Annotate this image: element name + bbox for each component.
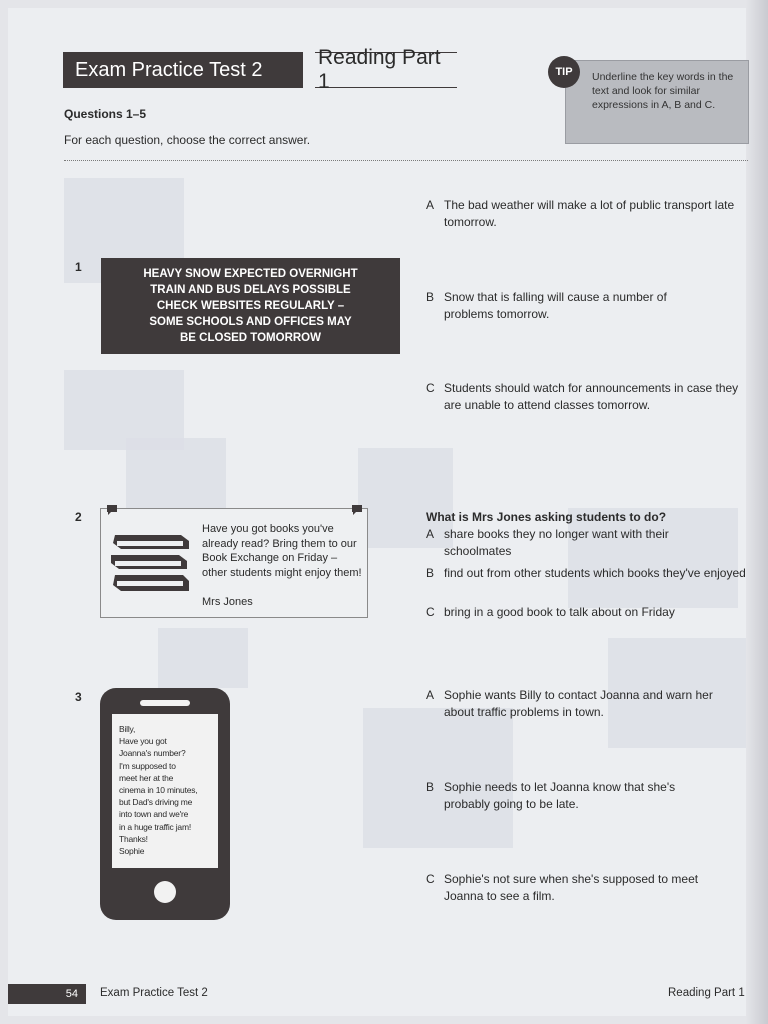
pin-icon bbox=[106, 504, 118, 516]
question-prompt: What is Mrs Jones asking students to do? bbox=[426, 510, 667, 524]
notice-line: TRAIN AND BUS DELAYS POSSIBLE bbox=[150, 284, 351, 296]
option-letter: B bbox=[426, 780, 435, 794]
option-letter: C bbox=[426, 381, 435, 395]
test-title: Exam Practice Test 2 bbox=[63, 52, 303, 88]
option-text: Sophie's not sure when she's supposed to meet Joanna to see a film. bbox=[444, 872, 699, 903]
book-exchange-note bbox=[100, 508, 368, 618]
option-letter: C bbox=[426, 605, 435, 619]
page-edge-shadow bbox=[746, 0, 768, 1024]
option-letter: C bbox=[426, 872, 435, 886]
weather-notice bbox=[101, 258, 400, 354]
instruction-text: For each question, choose the correct answer. bbox=[64, 133, 311, 147]
message-line: in a huge traffic jam! bbox=[119, 821, 191, 832]
tip-badge: TIP bbox=[548, 56, 580, 88]
answer-option-2a[interactable] bbox=[426, 526, 746, 560]
message-line: Thanks! bbox=[119, 833, 148, 844]
phone-icon bbox=[100, 688, 230, 920]
answer-option-3a[interactable] bbox=[426, 687, 746, 721]
answer-option-3c[interactable] bbox=[426, 871, 746, 905]
message-line: cinema in 10 minutes, bbox=[119, 785, 198, 796]
message-line: Joanna's number? bbox=[119, 748, 186, 759]
option-letter: A bbox=[426, 688, 435, 702]
note-text: Have you got books you've already read? Bring them to our Book Exchange on Friday – other students might enjoy them! bbox=[202, 523, 362, 579]
message-line: but Dad's driving me bbox=[119, 797, 193, 808]
answer-option-2c[interactable] bbox=[426, 604, 746, 621]
message-line: into town and we're bbox=[119, 809, 189, 820]
option-text: Sophie needs to let Joanna know that she's probably going to be late. bbox=[444, 780, 676, 811]
notice-line: HEAVY SNOW EXPECTED OVERNIGHT bbox=[143, 268, 358, 280]
question-number: 2 bbox=[75, 510, 82, 524]
notice-line: BE CLOSED TOMORROW bbox=[180, 332, 321, 344]
page-number: 54 bbox=[8, 984, 86, 1004]
show-through-block bbox=[158, 628, 248, 688]
option-letter: B bbox=[426, 290, 435, 304]
message-line: meet her at the bbox=[119, 772, 174, 783]
question-number: 1 bbox=[75, 260, 82, 274]
answer-option-1b[interactable] bbox=[426, 289, 746, 323]
footer-part-title: Reading Part 1 bbox=[668, 987, 745, 999]
footer-test-title: Exam Practice Test 2 bbox=[100, 987, 208, 999]
tip-text: Underline the key words in the text and look for similar expressions in A, B and C. bbox=[592, 71, 734, 111]
message-line: I'm supposed to bbox=[119, 760, 176, 771]
option-letter: B bbox=[426, 566, 435, 580]
option-text: bring in a good book to talk about on Friday bbox=[444, 605, 675, 619]
option-text: Snow that is falling will cause a number of problems tomorrow. bbox=[444, 290, 667, 321]
answer-option-3b[interactable] bbox=[426, 779, 746, 813]
option-text: The bad weather will make a lot of public transport late tomorrow. bbox=[444, 198, 735, 229]
pin-icon bbox=[351, 504, 363, 516]
notice-line: CHECK WEBSITES REGULARLY – bbox=[156, 300, 345, 312]
phone-speaker bbox=[140, 700, 190, 706]
message-line: Billy, bbox=[119, 724, 136, 734]
message-line: Sophie bbox=[119, 846, 145, 857]
phone-home-button bbox=[154, 881, 176, 903]
phone-screen bbox=[112, 714, 218, 868]
option-letter: A bbox=[426, 527, 435, 541]
question-number: 3 bbox=[75, 690, 82, 704]
notice-line: SOME SCHOOLS AND OFFICES MAY bbox=[149, 316, 352, 328]
note-signature: Mrs Jones bbox=[202, 596, 253, 608]
text-message bbox=[119, 723, 215, 857]
message-line: Have you got bbox=[119, 736, 167, 747]
option-text: share books they no longer want with their schoolmates bbox=[444, 527, 669, 558]
answer-option-1a[interactable] bbox=[426, 197, 746, 231]
part-title: Reading Part 1 bbox=[315, 52, 457, 88]
section-divider bbox=[64, 160, 748, 161]
books-icon bbox=[107, 531, 191, 599]
option-text: find out from other students which books they've enjoyed bbox=[444, 566, 746, 580]
option-letter: A bbox=[426, 198, 435, 212]
option-text: Sophie wants Billy to contact Joanna and warn her about traffic problems in town. bbox=[444, 688, 713, 719]
show-through-block bbox=[363, 708, 513, 848]
option-text: Students should watch for announcements in case they are unable to attend classes tomorrow. bbox=[444, 381, 739, 412]
questions-label: Questions 1–5 bbox=[64, 107, 147, 121]
answer-option-1c[interactable] bbox=[426, 380, 746, 414]
answer-option-2b[interactable] bbox=[426, 565, 746, 582]
